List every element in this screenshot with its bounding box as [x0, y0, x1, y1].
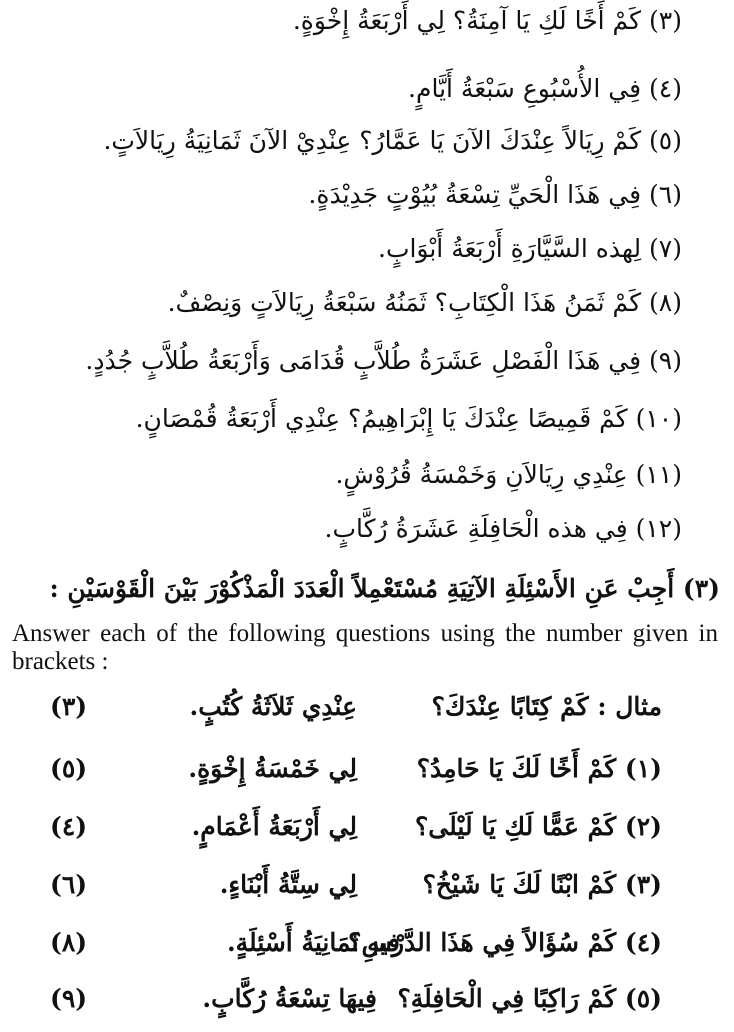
answer-text: لِي أَرْبَعَةُ أَعْمَامٍ.	[191, 812, 357, 841]
question-row-3	[42, 868, 662, 904]
sentence-7: (٧) لِهذه السَّيَّارَةِ أَرْبَعَةُ أَبْوَابٍ.	[378, 234, 682, 263]
bracket-number: (٦)	[50, 870, 88, 899]
answer-text: فِيهِ ثَمَانِيَةُ أَسْئِلَةٍ.	[226, 928, 400, 957]
answer-text: فِيهَا تِسْعَةُ رُكَّابٍ.	[202, 984, 377, 1013]
answer-text: لِي سِتَّةُ أَبْنَاءٍ.	[219, 870, 357, 899]
bracket-number: (٥)	[50, 754, 88, 783]
exercise-heading: (٣) أَجِبْ عَنِ الأَسْئِلَةِ الآتِيَةِ مُسْتَعْمِلاً الْعَدَدَ الْمَذْكُوْرَ بَيْنَ الْقَوْسَيْنِ :	[49, 574, 720, 603]
question-text: (٣) كَمْ ابْنًا لَكَ يَا شَيْخُ؟	[422, 870, 662, 899]
sentence-10: (١٠) كَمْ قَمِيصًا عِنْدَكَ يَا إِبْرَاهِيمُ؟ عِنْدِي أَرْبَعَةُ قُمْصَانٍ.	[135, 404, 682, 433]
sentence-12: (١٢) فِي هذه الْحَافِلَةِ عَشَرَةُ رُكَّابٍ.	[324, 514, 682, 543]
bracket-number: (٣)	[50, 692, 88, 721]
question-row-5	[42, 982, 662, 1018]
sentence-11: (١١) عِنْدِي رِيَالاَنِ وَخَمْسَةُ قُرُوْشٍ.	[335, 460, 682, 489]
example-row	[42, 690, 662, 726]
sentence-6: (٦) فِي هَذَا الْحَيِّ تِسْعَةُ بُيُوْتٍ جَدِيْدَةٍ.	[308, 180, 682, 209]
question-text: (٥) كَمْ رَاكِبًا فِي الْحَافِلَةِ؟	[397, 984, 662, 1013]
question-text: (٢) كَمْ عَمًّا لَكِ يَا لَيْلَى؟	[415, 812, 662, 841]
question-text: (١) كَمْ أَخًا لَكَ يَا حَامِدُ؟	[416, 754, 662, 783]
answer-text: عِنْدِي ثَلاَثَةُ كُتُبٍ.	[189, 692, 357, 721]
question-row-4	[42, 926, 662, 962]
bracket-number: (٤)	[50, 812, 88, 841]
answer-text: لِي خَمْسَةُ إِخْوَةٍ.	[188, 754, 357, 783]
question-text: مثال : كَمْ كِتَابًا عِنْدَكَ؟	[431, 692, 662, 721]
sentence-9: (٩) فِي هَذَا الْفَصْلِ عَشَرَةُ طُلاَّبٍ قُدَامَى وَأَرْبَعَةُ طُلاَّبٍ جُدُدٍ.	[85, 346, 682, 375]
bracket-number: (٨)	[50, 928, 88, 957]
sentence-5: (٥) كَمْ رِيَالاً عِنْدَكَ الآنَ يَا عَمَّارُ؟ عِنْدِيْ الآنَ ثَمَانِيَةُ رِيَالاَتٍ.	[103, 126, 682, 155]
exercise-instruction: Answer each of the following questions using the number given in brackets :	[12, 620, 718, 675]
question-row-1	[42, 752, 662, 788]
question-text: (٤) كَمْ سُؤَالاً فِي هَذَا الدَّرْسِ؟	[348, 928, 662, 957]
sentence-8: (٨) كَمْ ثَمَنُ هَذَا الْكِتَابِ؟ ثَمَنُهُ سَبْعَةُ رِيَالاَتٍ وَنِصْفٌ.	[167, 288, 682, 317]
question-row-2	[42, 810, 662, 846]
bracket-number: (٩)	[50, 984, 88, 1013]
sentence-4: (٤) فِي الأُسْبُوعِ سَبْعَةُ أَيَّامٍ.	[408, 74, 682, 103]
sentence-3: (٣) كَمْ أَخًا لَكِ يَا آمِنَةُ؟ لِي أَرْبَعَةُ إِخْوَةٍ.	[292, 6, 682, 35]
